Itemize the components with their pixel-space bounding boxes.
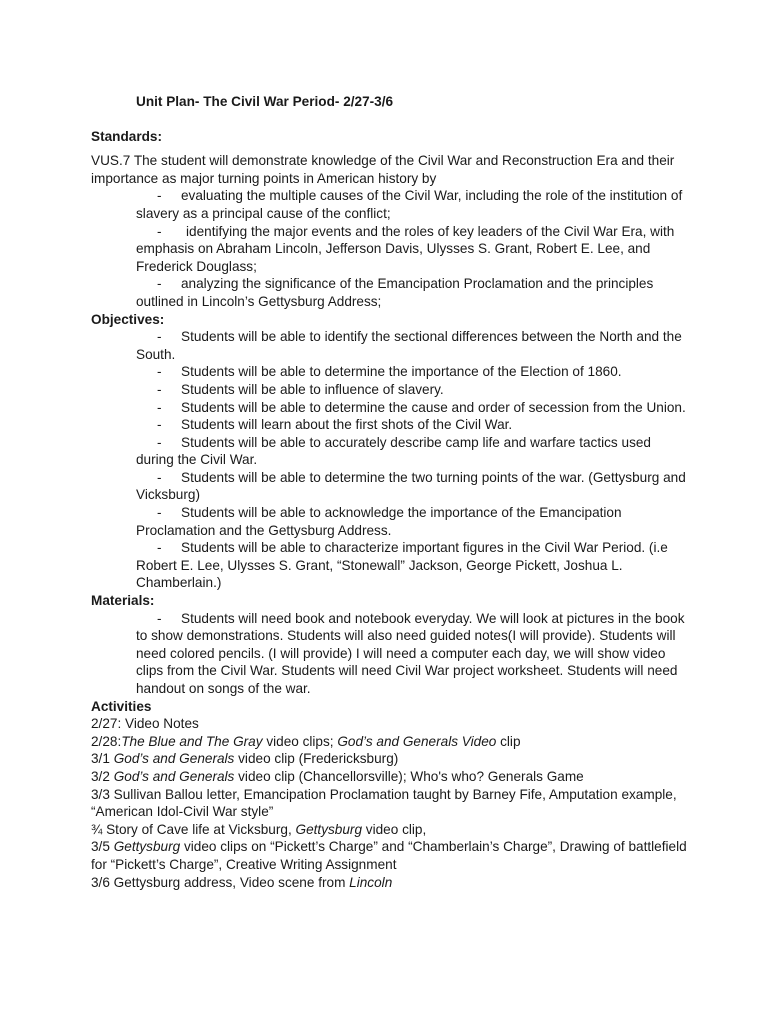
standards-heading: Standards:: [91, 128, 163, 144]
activity-line: 3/3 Sullivan Ballou letter, Emancipation Proclamation taught by Barney Fife, Amputation example, “American Idol-Civil War style”: [91, 786, 677, 820]
document-page: [91, 93, 691, 891]
bullet-dash: -: [157, 540, 162, 556]
bullet-dash: -: [157, 329, 162, 345]
bullet-dash: -: [157, 417, 162, 433]
objective-item: - Students will be able to determine the two turning points of the war. (Gettysburg and Vicksburg): [136, 469, 686, 503]
objectives-heading: Objectives:: [91, 311, 165, 327]
bullet-dash: -: [157, 276, 162, 292]
document-title: Unit Plan- The Civil War Period- 2/27-3/6: [136, 94, 394, 109]
activity-line: ¾ Story of Cave life at Vicksburg, Gettysburg video clip,: [91, 821, 427, 837]
bullet-dash: -: [157, 223, 162, 239]
objective-item: - Students will be able to influence of slavery.: [157, 381, 444, 397]
bullet-dash: -: [157, 469, 162, 485]
objective-item: - Students will be able to acknowledge the importance of the Emancipation Proclamation and the Gettysburg Address.: [136, 505, 622, 538]
objective-item: - Students will be able to identify the sectional differences between the North and the South.: [136, 329, 682, 362]
activity-line: 3/5 Gettysburg video clips on “Pickett’s Charge” and “Chamberlain’s Charge”, Drawing of battlefield for “Pickett’s Charge”, Creative Writing Assignment: [91, 839, 687, 872]
bullet-dash: -: [157, 434, 162, 450]
standards-intro: VUS.7 The student will demonstrate knowledge of the Civil War and Reconstruction Era and their importance as major turning points in American history by: [91, 153, 675, 186]
activity-line: 3/6 Gettysburg address, Video scene from Lincoln: [91, 874, 393, 890]
objective-item: - Students will learn about the first shots of the Civil War.: [157, 417, 513, 433]
standard-item: - analyzing the significance of the Emancipation Proclamation and the principles outlined in Lincoln’s Gettysburg Address;: [136, 276, 654, 309]
objective-item: - Students will be able to determine the cause and order of secession from the Union.: [157, 399, 686, 415]
materials-heading: Materials:: [91, 593, 155, 609]
bullet-dash: -: [157, 381, 162, 397]
activity-line: 3/2 God’s and Generals video clip (Chancellorsville); Who's who? Generals Game: [91, 768, 584, 784]
activity-line: 2/28:The Blue and The Gray video clips; God’s and Generals Video clip: [91, 733, 521, 749]
activity-line: 3/1 God’s and Generals video clip (Fredericksburg): [91, 751, 399, 767]
bullet-dash: -: [157, 188, 162, 204]
activity-line: 2/27: Video Notes: [91, 716, 199, 732]
bullet-dash: -: [157, 505, 162, 521]
bullet-dash: -: [157, 399, 162, 415]
bullet-dash: -: [157, 610, 162, 626]
bullet-dash: -: [157, 364, 162, 380]
standard-item: - identifying the major events and the roles of key leaders of the Civil War Era, with emphasis on Abraham Lincoln, Jefferson Davis, Ulysses S. Grant, Robert E. Lee, and Frederick Douglass;: [136, 223, 675, 274]
objective-item: - Students will be able to characterize important figures in the Civil War Period. (i.e Robert E. Lee, Ulysses S. Grant, “Stonewall” Jackson, George Pickett, Joshua L. Chamberlain.): [136, 540, 668, 591]
materials-item: - Students will need book and notebook everyday. We will look at pictures in the book to show demonstrations. Students will also need guided notes(I will provide). Students will need colored pencils. (I will provide) I will need a computer each day, we will show video clips from the Civil War. Students will need Civil War project worksheet. Students will need handout on songs of the war.: [136, 610, 685, 696]
objective-item: - Students will be able to determine the importance of the Election of 1860.: [157, 364, 622, 380]
standard-item: - evaluating the multiple causes of the Civil War, including the role of the institution of slavery as a principal cause of the conflict;: [136, 188, 683, 221]
activities-heading: Activities: [91, 698, 152, 714]
objective-item: - Students will be able to accurately describe camp life and warfare tactics used during the Civil War.: [136, 434, 651, 468]
